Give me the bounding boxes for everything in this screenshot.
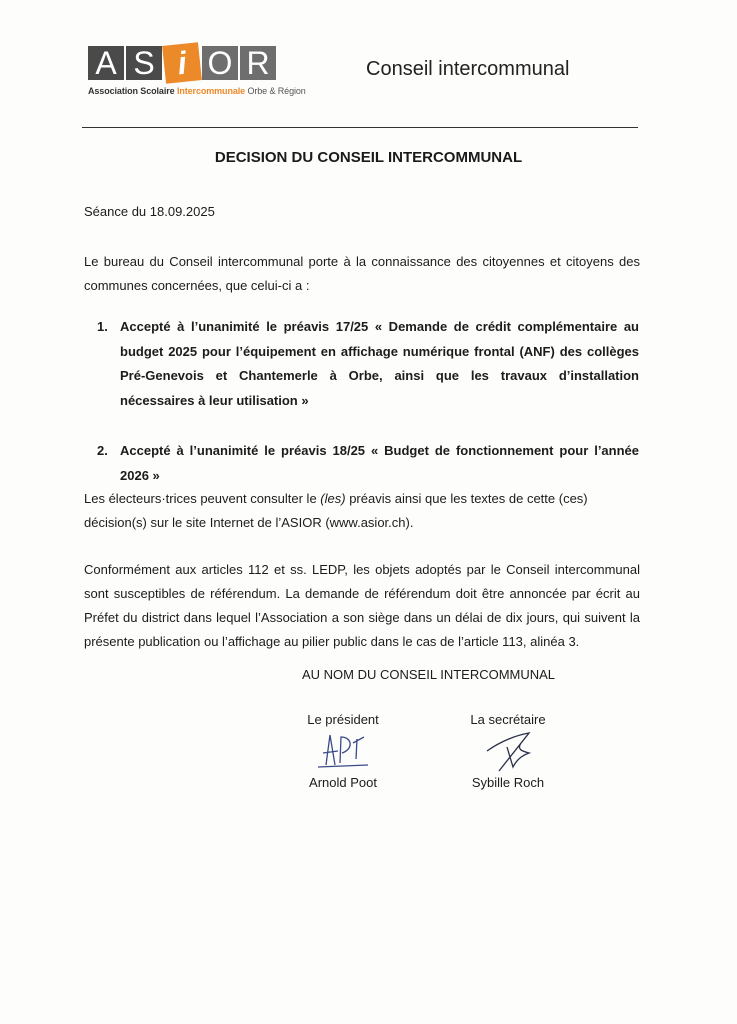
logo-letter-o: O	[202, 46, 238, 80]
logo-letter-i: i	[162, 42, 202, 84]
decision-number: 1.	[97, 319, 108, 334]
consult-text-1: Les électeurs·trices peuvent consulter le	[84, 491, 321, 506]
logo-subtitle-part3: Orbe & Région	[245, 86, 306, 96]
secretary-signature-icon	[473, 729, 543, 773]
signature-president	[273, 712, 413, 790]
signatory-name: Sybille Roch	[471, 775, 545, 790]
seance-date: Séance du 18.09.2025	[84, 204, 215, 219]
decision-text: Accepté à l’unanimité le préavis 17/25 « Demande de crédit complémentaire au budget 2025 pour l’équipement en affichage numérique frontal (ANF) des collèges Pré-Genevois et Chantemerle à Orbe, ainsi que les travaux d’installation nécessaires à leur utilisation »	[120, 319, 639, 408]
decision-list	[97, 315, 639, 514]
signature-secretary	[438, 712, 578, 790]
logo-subtitle-part2: Intercommunale	[176, 86, 246, 96]
decision-item	[97, 439, 639, 488]
logo-tiles	[88, 46, 278, 82]
consult-text-italic: (les)	[320, 491, 346, 506]
logo-letter-s: S	[126, 46, 162, 80]
consult-text-2: préavis ainsi que les textes de cette (ces) décision(s) sur le site Internet de l’ASIOR (www.asior.ch).	[84, 491, 588, 530]
consult-paragraph	[84, 487, 640, 535]
signoff-heading: AU NOM DU CONSEIL INTERCOMMUNAL	[302, 667, 556, 682]
header-title: Conseil intercommunal	[366, 58, 570, 80]
logo-subtitle-part1: Association Scolaire	[88, 86, 177, 96]
header-divider	[82, 127, 638, 128]
logo-subtitle	[88, 86, 306, 96]
logo-letter-r: R	[240, 46, 276, 80]
president-signature-icon	[308, 729, 378, 773]
document-title: DECISION DU CONSEIL INTERCOMMUNAL	[214, 149, 523, 166]
decision-item	[97, 315, 639, 413]
decision-number: 2.	[97, 443, 108, 458]
signatory-role: Le président	[307, 712, 379, 727]
asior-logo	[88, 44, 306, 102]
logo-letter-a: A	[88, 46, 124, 80]
signatory-name: Arnold Poot	[309, 775, 377, 790]
intro-paragraph: Le bureau du Conseil intercommunal porte à la connaissance des citoyennes et citoyens des communes concernées, que celui-ci a :	[84, 254, 640, 293]
legal-paragraph: Conformément aux articles 112 et ss. LEDP, les objets adoptés par le Conseil intercommunal sont susceptibles de référendum. La demande de référendum doit être annoncée par écrit au Préfet du district dans lequel l’Association a son siège dans un délai de dix jours, qui suivent la présente publication ou l’affichage au pilier public dans le cas de l’article 113, alinéa 3.	[84, 562, 640, 649]
signatory-role: La secrétaire	[470, 712, 546, 727]
decision-text: Accepté à l’unanimité le préavis 18/25 « Budget de fonctionnement pour l’année 2026 »	[120, 443, 639, 483]
